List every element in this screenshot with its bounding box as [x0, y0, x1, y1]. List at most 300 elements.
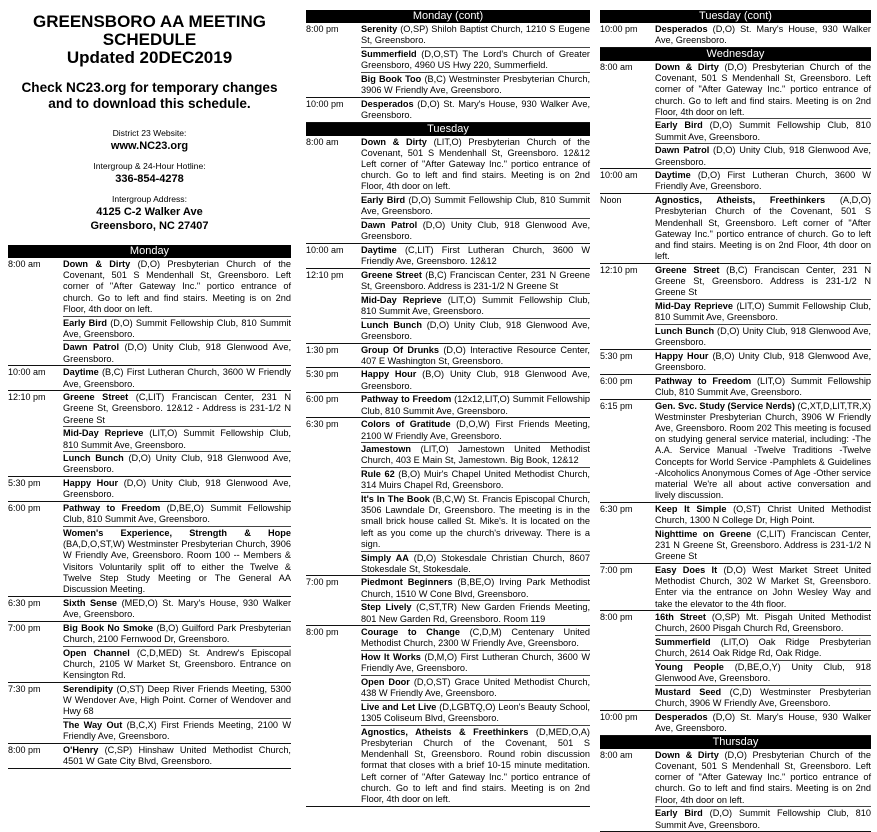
- meetings-list: [655, 564, 871, 610]
- meeting-details: St. Mary's House, 930 Walker Ave, Greensboro.: [63, 597, 292, 619]
- meeting-details: Jamestown United Methodist Church, 403 E Main St, Jamestown. Big Book, 12&12: [361, 444, 590, 466]
- meeting-details: Summit Fellowship Club, 810 Summit Ave, Greensboro.: [361, 394, 590, 416]
- meeting-entry: [655, 611, 871, 635]
- meeting-name: Happy Hour: [63, 478, 119, 489]
- meeting-name: Down & Dirty: [655, 61, 719, 72]
- meeting-entry: [655, 400, 871, 502]
- meeting-time: 10:00 pm: [306, 98, 344, 109]
- meeting-codes: (LIT,O): [149, 428, 178, 439]
- meeting-time: 7:00 pm: [8, 622, 41, 633]
- meetings-list: [63, 683, 291, 743]
- meeting-time: 7:00 pm: [600, 564, 633, 575]
- time-slot: [600, 61, 871, 169]
- meeting-entry: [361, 72, 590, 97]
- meeting-codes: (C,D,M): [469, 627, 502, 638]
- meeting-details: Muir's Chapel United Methodist Church, 314 Muirs Chapel Rd, Greensboro.: [361, 469, 590, 491]
- meeting-entry: [655, 564, 871, 610]
- meetings-list: [655, 503, 871, 563]
- meetings-list: [361, 244, 590, 268]
- meeting-time: 8:00 am: [8, 259, 41, 269]
- meeting-name: Mustard Seed: [655, 686, 722, 697]
- meeting-name: Happy Hour: [361, 369, 417, 380]
- time-slot: [8, 258, 291, 366]
- meeting-codes: (O,ST): [733, 503, 761, 514]
- meeting-codes: (O,SP): [400, 24, 429, 34]
- meetings-list: [655, 611, 871, 710]
- check-website-notice: [8, 80, 291, 112]
- meeting-details: Westminster Presbyterian Church, 3906 W Friendly Ave, Greensboro.: [361, 73, 591, 96]
- meeting-name: Greene Street: [361, 269, 422, 280]
- meeting-entry: [361, 344, 590, 368]
- meeting-entry: [361, 442, 590, 467]
- website-label: District 23 Website:: [112, 128, 187, 138]
- meetings-list: [361, 269, 590, 343]
- meetings-list: [361, 626, 590, 806]
- meeting-entry: [63, 426, 291, 451]
- meetings-list: [361, 136, 590, 243]
- time-slot: [306, 244, 590, 269]
- meeting-details: First Lutheran Church, 3600 W Friendly Ave, Greensboro.: [63, 367, 291, 389]
- meeting-entry: [361, 136, 590, 194]
- meeting-codes: (D,O): [717, 325, 740, 336]
- meetings-list: [655, 169, 871, 193]
- meeting-entry: [361, 650, 590, 675]
- meetings-list: [655, 61, 871, 168]
- contact-info: [8, 128, 291, 233]
- meeting-entry: [361, 98, 590, 122]
- time-slot: [600, 711, 871, 736]
- column-1: [8, 0, 291, 769]
- meeting-entry: [361, 318, 590, 343]
- meeting-time: Noon: [600, 195, 622, 206]
- meeting-name: Dawn Patrol: [655, 145, 710, 156]
- meetings-list: [361, 344, 590, 368]
- meeting-time: 10:00 am: [8, 367, 46, 378]
- title-line: GREENSBORO AA MEETING: [33, 12, 266, 31]
- meeting-name: Young People: [655, 662, 724, 673]
- meeting-details: New Garden Friends Meeting, 801 New Garden Rd, Greensboro. Room 119: [361, 602, 591, 624]
- meeting-details: Presbyterian Church of the Covenant, 501 S Mendenhall St, Greensboro. Left corner of "After Gateway Inc." portico entrance of church. Go to left and find stairs. Meeting is on 2nd Floor, 4th door on left.: [655, 61, 871, 117]
- meeting-codes: (D,O): [709, 808, 733, 819]
- meeting-details: Centenary United Methodist Church, 2300 W Friendly Ave, Greensboro.: [361, 627, 591, 649]
- meeting-name: Open Door: [361, 677, 410, 688]
- meetings-list: [63, 366, 291, 390]
- meeting-entry: [655, 324, 871, 349]
- meeting-details: Unity Club, 918 Glenwood Ave, Greensboro.: [655, 662, 871, 684]
- meeting-codes: (B,C): [102, 367, 124, 378]
- meeting-details: Christ United Methodist Church, 1300 N College Dr, High Point.: [655, 503, 871, 526]
- meeting-entry: [63, 451, 291, 476]
- meeting-name: Desperados: [655, 711, 708, 722]
- meeting-codes: (B,BE,O): [457, 577, 495, 588]
- meeting-details: First Lutheran Church, 3600 W Friendly Ave, Greensboro.: [361, 652, 590, 674]
- meeting-details: First Lutheran Church, 3600 W Friendly Ave, Greensboro. 12&12: [361, 244, 591, 267]
- meeting-details: The Lord's Church of Greater Greensboro, 4960 US Hwy 220, Summerfield.: [361, 48, 590, 71]
- meeting-entry: [361, 600, 590, 625]
- meeting-codes: (C,LIT): [404, 244, 434, 255]
- meeting-time: 10:00 pm: [600, 711, 638, 722]
- meeting-entry: [361, 23, 590, 47]
- meeting-name: Daytime: [63, 367, 99, 378]
- day-header: Tuesday (cont): [600, 10, 871, 23]
- meeting-codes: (D,O): [712, 24, 736, 34]
- meeting-codes: (LIT,O): [720, 637, 749, 648]
- meeting-name: Group Of Drunks: [361, 344, 440, 355]
- time-slot: [8, 366, 291, 391]
- meeting-details: Interactive Resource Center, 407 E Washington St, Greensboro.: [361, 344, 590, 366]
- meeting-entry: [63, 316, 291, 341]
- column-2: [306, 0, 590, 807]
- meeting-codes: (D,O): [713, 145, 736, 156]
- meeting-entry: [655, 711, 871, 735]
- meeting-details: Summit Fellowship Club, 810 Summit Ave, Greensboro.: [63, 317, 292, 339]
- meeting-codes: (LIT,O): [756, 375, 786, 386]
- meeting-name: Mid-Day Reprieve: [361, 294, 442, 305]
- meeting-name: The Way Out: [63, 719, 123, 730]
- meeting-time: 7:00 pm: [306, 577, 339, 588]
- meeting-name: Early Bird: [361, 195, 406, 206]
- meeting-codes: (D,O): [110, 317, 133, 328]
- meeting-entry: [655, 635, 871, 660]
- time-slot: [600, 564, 871, 611]
- meeting-time: 5:30 pm: [306, 369, 339, 380]
- meetings-list: [655, 350, 871, 374]
- meeting-details: Franciscan Center, 231 N Greene St, Greensboro. Address is 231-1/2 N Greene St: [361, 269, 591, 292]
- meeting-time: 7:30 pm: [8, 683, 41, 694]
- meeting-entry: [63, 744, 291, 768]
- meeting-entry: [655, 806, 871, 831]
- meetings-list: [655, 194, 871, 263]
- time-slot: [306, 98, 590, 123]
- meeting-name: Step Lively: [361, 602, 412, 613]
- meeting-entry: [655, 749, 871, 807]
- meeting-entry: [361, 269, 590, 293]
- meeting-name: Greene Street: [63, 392, 129, 403]
- meeting-time: 6:30 pm: [8, 597, 41, 608]
- meeting-entry: [655, 350, 871, 374]
- schedule-header: [8, 13, 291, 233]
- meeting-details: Shiloh Baptist Church, 1210 S Eugene St, Greensboro.: [361, 24, 590, 46]
- meeting-details: Summit Fellowship Club, 810 Summit Ave, Greensboro.: [655, 120, 872, 142]
- meetings-list: [361, 393, 590, 417]
- meetings-list: [63, 391, 291, 476]
- meeting-time: 8:00 pm: [306, 627, 339, 638]
- meeting-codes: (D,O,W): [456, 419, 490, 430]
- meeting-name: Serendipity: [63, 683, 114, 694]
- meetings-list: [655, 749, 871, 831]
- meeting-codes: (B,O): [398, 469, 421, 480]
- meeting-time: 1:30 pm: [306, 344, 339, 355]
- meetings-list: [63, 744, 291, 768]
- meeting-entry: [361, 700, 590, 725]
- meeting-details: Guilford Park Presbyterian Church, 2100 Fernwood Dr, Greensboro.: [63, 622, 291, 644]
- meeting-name: O'Henry: [63, 744, 99, 755]
- meeting-details: Franciscan Center, 231 N Greene St, Greensboro. Address is 231-1/2 N Greene St: [655, 264, 871, 298]
- meeting-name: Keep It Simple: [655, 503, 727, 514]
- meeting-entry: [361, 492, 590, 551]
- meetings-list: [63, 477, 291, 501]
- meeting-entry: [361, 551, 590, 576]
- meeting-time: 8:00 am: [306, 136, 339, 147]
- meeting-codes: (D,O): [723, 564, 746, 575]
- meeting-entry: [655, 118, 871, 143]
- meeting-name: Greene Street: [655, 264, 720, 275]
- meeting-details: First Friends Meeting, 2100 W Friendly Ave, Greensboro.: [361, 419, 590, 441]
- meeting-name: Easy Does It: [655, 564, 718, 575]
- meeting-entry: [655, 23, 871, 47]
- meetings-list: [361, 418, 590, 575]
- meeting-codes: (D,O): [712, 711, 736, 722]
- meeting-codes: (BA,D,O,ST,W): [63, 539, 125, 550]
- time-slot: [8, 477, 291, 502]
- meeting-name: Jamestown: [361, 444, 412, 455]
- meeting-name: Agnostics, Atheists & Freethinkers: [361, 726, 529, 737]
- meeting-time: 10:00 pm: [600, 24, 638, 34]
- meetings-list: [361, 368, 590, 392]
- meeting-codes: (D,O,ST): [413, 677, 451, 688]
- meeting-name: Piedmont Beginners: [361, 577, 453, 588]
- meeting-details: Presbyterian Church of the Covenant, 501 S Mendenhall St, Greensboro. Round robin discussion format that closes with a brief 10-15 minute meditation. Left corner of "After Gateway Inc." portico entrance of church. Go to left and find stairs. Meeting is on 2nd Floor, 4th door on left.: [361, 738, 590, 805]
- meeting-codes: (B,C): [726, 264, 748, 275]
- meeting-entry: [361, 393, 590, 417]
- meeting-name: Happy Hour: [655, 350, 709, 361]
- meeting-codes: (B,C,W): [432, 494, 466, 505]
- meeting-name: Colors of Gratitude: [361, 419, 451, 430]
- meeting-name: Daytime: [361, 244, 397, 255]
- meeting-entry: [655, 660, 871, 685]
- notice-line: Check NC23.org for temporary changes: [21, 80, 278, 95]
- meeting-entry: [655, 194, 871, 263]
- meeting-entry: [63, 340, 291, 365]
- meeting-name: Down & Dirty: [361, 136, 427, 147]
- meeting-name: Early Bird: [655, 808, 703, 819]
- website-link[interactable]: www.NC23.org: [110, 140, 189, 152]
- meetings-list: [63, 597, 291, 621]
- meeting-codes: (D,O): [417, 98, 440, 109]
- meeting-details: Hinshaw United Methodist Church, 4501 W Gate City Blvd, Greensboro.: [63, 744, 291, 766]
- meeting-codes: (D,O): [697, 170, 721, 181]
- meeting-details: Leon's Beauty School, 1305 Coliseum Blvd, Greensboro.: [361, 701, 590, 724]
- meeting-codes: (C,ST,TR): [416, 602, 457, 613]
- meeting-codes: (D,BE,O,Y): [734, 662, 781, 673]
- meeting-name: Early Bird: [63, 317, 108, 328]
- time-slot: [306, 269, 590, 344]
- meeting-codes: (D,O): [137, 259, 161, 269]
- meeting-entry: [361, 193, 590, 218]
- meeting-name: Down & Dirty: [63, 259, 131, 269]
- time-slot: [8, 597, 291, 622]
- meeting-name: 16th Street: [655, 612, 706, 623]
- meeting-codes: (LIT,O): [420, 444, 449, 455]
- time-slot: [306, 344, 590, 369]
- meeting-name: Daytime: [655, 170, 691, 181]
- meeting-details: Irving Park Methodist Church, 1510 W Cone Blvd, Greensboro.: [361, 577, 591, 599]
- meeting-details: St. Mary's House, 930 Walker Ave, Greensboro.: [655, 711, 871, 734]
- meeting-details: Unity Club, 918 Glenwood Ave, Greensboro.: [63, 342, 291, 364]
- meeting-entry: [655, 264, 871, 299]
- meeting-details: Franciscan Center, 231 N Greene St, Greensboro. 12&12 - Address is 231-1/2 N Greene St: [63, 392, 291, 425]
- meeting-codes: (O,ST): [116, 683, 145, 694]
- time-slot: [600, 23, 871, 48]
- meeting-details: Unity Club, 918 Glenwood Ave, Greensboro.: [361, 369, 590, 391]
- meeting-entry: [63, 683, 291, 718]
- time-slot: [600, 503, 871, 564]
- meeting-name: Lunch Bunch: [655, 325, 715, 336]
- meeting-entry: [63, 526, 291, 596]
- meetings-list: [63, 502, 291, 596]
- meeting-codes: (A,D,O): [839, 195, 871, 206]
- meeting-codes: (C,LIT): [756, 528, 786, 539]
- hotline-label: Intergroup & 24-Hour Hotline:: [93, 161, 206, 171]
- meeting-codes: (LIT,O): [433, 136, 462, 147]
- address-line: Greensboro, NC 27407: [90, 220, 209, 232]
- time-slot: [306, 418, 590, 576]
- meetings-list: [655, 711, 871, 735]
- meeting-name: Agnostics, Atheists, Freethinkers: [655, 195, 826, 206]
- meeting-name: Down & Dirty: [655, 749, 719, 760]
- meeting-details: Unity Club, 918 Glenwood Ave, Greensboro.: [63, 478, 291, 500]
- schedule-title: [8, 13, 291, 67]
- time-slot: [306, 576, 590, 626]
- meetings-list: [655, 400, 871, 502]
- meeting-entry: [63, 646, 291, 682]
- meeting-name: Mid-Day Reprieve: [655, 300, 734, 311]
- meeting-codes: (B,C,X): [126, 719, 157, 730]
- meeting-codes: (D,O): [123, 478, 147, 489]
- meeting-codes: (B,C): [424, 73, 446, 84]
- meeting-entry: [63, 391, 291, 426]
- meeting-time: 8:00 pm: [306, 24, 339, 34]
- meeting-name: Nighttime on Greene: [655, 528, 752, 539]
- meeting-details: Grace United Methodist Church, 438 W Friendly Ave, Greensboro.: [361, 677, 591, 699]
- meeting-details: Summit Fellowship Club, 810 Summit Ave, Greensboro.: [361, 294, 590, 316]
- meeting-name: Summerfield: [655, 637, 711, 648]
- meeting-name: Gen. Svc. Study (Service Nerds): [655, 400, 795, 411]
- meeting-time: 12:10 pm: [8, 392, 46, 403]
- meeting-codes: (D,O,ST): [421, 48, 459, 59]
- meetings-list: [63, 258, 291, 365]
- meeting-details: Summit Fellowship Club, 810 Summit Ave, Greensboro.: [63, 503, 292, 525]
- time-slot: [306, 393, 590, 418]
- meeting-entry: [63, 597, 291, 621]
- meeting-time: 10:00 am: [600, 170, 638, 181]
- meetings-list: [63, 622, 291, 682]
- address-line: 4125 C-2 Walker Ave: [96, 206, 203, 218]
- meeting-details: Presbyterian Church of the Covenant, 501 S Mendenhall St, Greensboro. Left corner of "After Gateway Inc." portico entrance of church. Go to left and find stairs. Meeting is on 2nd Floor, 4th door on left.: [655, 206, 871, 262]
- meeting-entry: [63, 258, 291, 316]
- meeting-codes: (D,O): [443, 344, 466, 355]
- meeting-time: 6:00 pm: [8, 503, 41, 514]
- time-slot: [600, 400, 871, 503]
- meeting-name: Live and Let Live: [361, 701, 437, 712]
- meeting-codes: (D,MED,O,A): [535, 726, 590, 737]
- meeting-name: Early Bird: [655, 120, 703, 131]
- updated-date: Updated 20DEC2019: [66, 48, 233, 67]
- time-slot: [600, 264, 871, 350]
- meeting-codes: (D,O): [709, 120, 733, 131]
- meeting-details: Franciscan Center, 231 N Greene St, Greensboro. Address is 231-1/2 N Greene St: [655, 528, 871, 562]
- meeting-codes: (B,O): [422, 369, 445, 380]
- meeting-name: Open Channel: [63, 647, 130, 658]
- meeting-details: Unity Club, 918 Glenwood Ave, Greensboro.: [63, 453, 291, 475]
- meeting-name: Rule 62: [361, 469, 395, 480]
- meeting-name: Big Book No Smoke: [63, 622, 154, 633]
- meeting-codes: (D,M,O): [424, 652, 458, 663]
- meeting-time: 6:15 pm: [600, 400, 633, 411]
- meeting-codes: (D,O): [124, 342, 147, 353]
- meeting-codes: (B,C): [425, 269, 447, 280]
- meeting-codes: (B,O): [156, 622, 179, 633]
- meeting-codes: (C,D,MED): [136, 647, 182, 658]
- meeting-name: Lunch Bunch: [361, 319, 422, 330]
- meeting-entry: [361, 218, 590, 243]
- meeting-details: Westminster Presbyterian Church, 3906 W Friendly Ave, Greensboro.: [655, 686, 871, 709]
- meeting-details: Presbyterian Church of the Covenant, 501 S Mendenhall St, Greensboro. 12&12 Left corner of "After Gateway Inc." portico entrance of church. Go to left and find stairs. Meeting is on 2nd Floor, 4th door on left.: [361, 136, 590, 192]
- meeting-details: Oak Ridge Presbyterian Church, 2614 Oak Ridge Rd, Oak Ridge.: [655, 637, 871, 659]
- meeting-name: Big Book Too: [361, 73, 422, 84]
- meeting-entry: [361, 368, 590, 392]
- time-slot: [600, 194, 871, 264]
- time-slot: [306, 626, 590, 807]
- meeting-entry: [361, 244, 590, 268]
- time-slot: [306, 368, 590, 393]
- meeting-time: 12:10 pm: [600, 264, 638, 275]
- time-slot: [8, 744, 291, 769]
- meeting-name: Dawn Patrol: [63, 342, 119, 353]
- meetings-list: [361, 98, 590, 122]
- meeting-details: First Lutheran Church, 3600 W Friendly Ave, Greensboro.: [655, 170, 871, 192]
- meeting-name: Pathway to Freedom: [361, 394, 452, 405]
- hotline-number: 336-854-4278: [115, 173, 184, 185]
- meeting-details: Unity Club, 918 Glenwood Ave, Greensboro.: [655, 350, 871, 372]
- meeting-details: Summit Fellowship Club, 810 Summit Ave, Greensboro.: [361, 195, 591, 217]
- meeting-entry: [655, 375, 871, 399]
- meeting-details: Summit Fellowship Club, 810 Summit Ave, Greensboro.: [655, 808, 872, 830]
- meeting-details: St. Mary's House, 930 Walker Ave, Greensboro.: [655, 24, 871, 46]
- meeting-name: Mid-Day Reprieve: [63, 428, 144, 439]
- meeting-details: Stokesdale Christian Church, 8607 Stokesdale St, Stokesdale.: [361, 552, 590, 574]
- meeting-details: First Friends Meeting, 2100 W Friendly Ave, Greensboro.: [63, 719, 291, 741]
- meeting-name: Sixth Sense: [63, 597, 118, 608]
- meeting-codes: (C,LIT): [135, 392, 165, 403]
- meetings-list: [361, 576, 590, 625]
- meeting-entry: [63, 366, 291, 390]
- meeting-details: Unity Club, 918 Glenwood Ave, Greensboro.: [361, 319, 590, 341]
- meeting-name: How It Works: [361, 652, 421, 663]
- meeting-entry: [361, 47, 590, 72]
- meeting-details: Summit Fellowship Club, 810 Summit Ave, Greensboro.: [655, 375, 872, 397]
- meeting-entry: [655, 527, 871, 563]
- meeting-time: 5:30 pm: [8, 478, 41, 489]
- meeting-name: Pathway to Freedom: [655, 375, 752, 386]
- meeting-entry: [63, 502, 291, 526]
- day-header: Monday: [8, 245, 291, 258]
- meeting-time: 8:00 pm: [600, 612, 633, 623]
- meeting-codes: (D,O): [724, 61, 747, 72]
- meeting-entry: [361, 293, 590, 318]
- meeting-details: Summit Fellowship Club, 810 Summit Ave, Greensboro.: [655, 300, 871, 323]
- meeting-details: St. Francis Episcopal Church, 3506 Lawndale Dr, Greensboro. The meeting is in the small brick house called St. Mike's. It is located on the left as you come up the church's driveway. There is a sign.: [361, 494, 590, 549]
- day-header: Thursday: [600, 736, 871, 749]
- meeting-entry: [655, 143, 871, 168]
- meeting-entry: [361, 576, 590, 600]
- column-sections: [600, 10, 871, 832]
- meeting-codes: (D,O): [128, 453, 151, 464]
- meeting-codes: (MED,O): [121, 597, 158, 608]
- meeting-time: 8:00 am: [600, 749, 633, 760]
- meeting-codes: (D,O): [413, 552, 437, 563]
- meeting-name: Serenity: [361, 24, 398, 34]
